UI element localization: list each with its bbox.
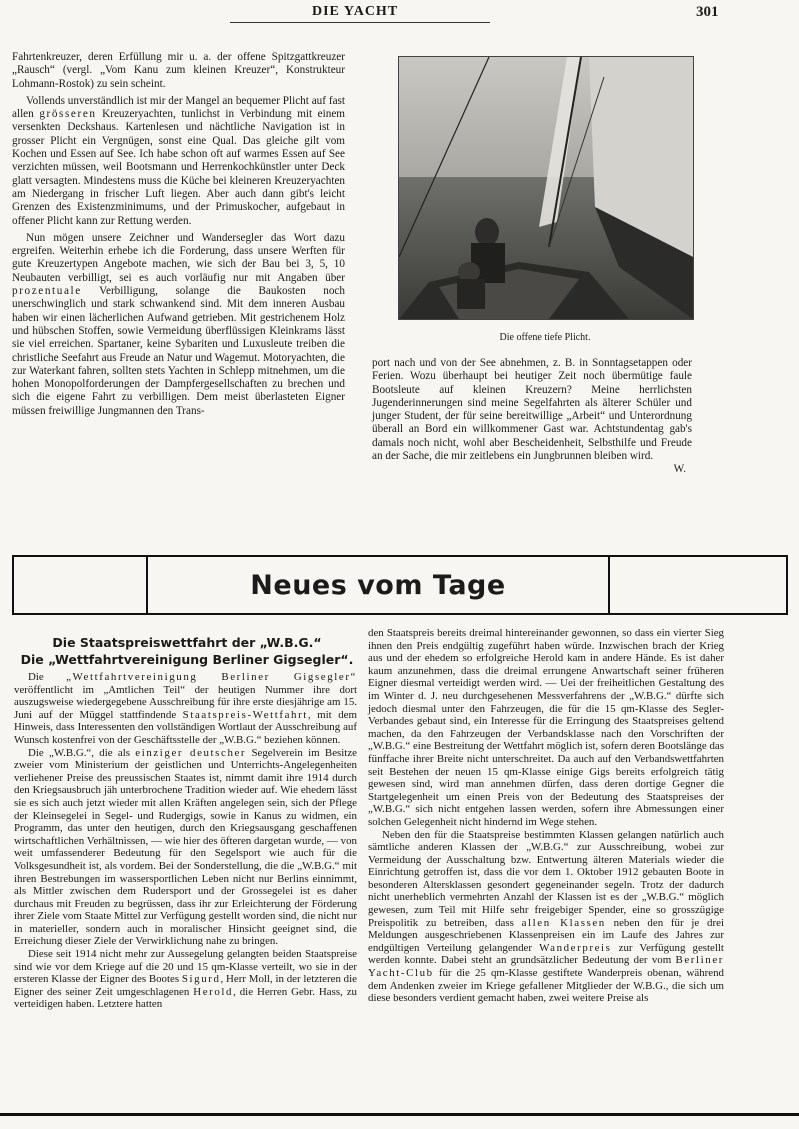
signature: W.: [673, 463, 686, 476]
sailboat-illustration: [399, 57, 693, 319]
page-edge: [0, 1113, 799, 1116]
banner-right-panel: [608, 557, 786, 613]
emphasis: Sigurd: [181, 973, 221, 986]
section-banner: [12, 555, 788, 615]
emphasis: Wanderpreis: [539, 941, 612, 954]
paragraph: Nun mögen unsere Zeichner und Wandersegler das Wort dazu ergreifen. Weiterhin erhebe ich die Forderung, dass unsere Werften für gute Kreuzertypen Angebote machen, wie sich der Bau bei 3, 5, 10 Neubauten verbilligt, sei es auch vorläufig nur mit Angaben über prozentuale Verbilligung, solange die Baukosten noch unerschwinglich und stark schwankend sind. Mit dem inneren Ausbau haben wir einen lächerlichen Aufwand getrieben. Mit gestrichenem Holz und hübschen Stoffen, sowie Vermeidung überflüssigen Kleinkrams lässt sie viel erreichen. Spartaner, keine Sybariten und Luxusleute treiben die christliche Seefahrt aus Freude an Natur und Wagemut. Motoryachten, die zur Waterkant fahren, sollten stets Yachten in Schlepp mitnehmen, um die hohen Monopolforderungen der Dampfergesellschaften zu brechen und sich die eigene Fahrt zu verbilligen. Dem meist überlasteten Eigner müssen freiwillige Jungmannen den Trans-: [12, 231, 345, 417]
sailboat-photo: [398, 56, 694, 320]
emphasis: „Wettfahrtvereinigung Berliner Gigsegler“: [66, 671, 357, 683]
page-number: 301: [696, 4, 719, 20]
banner-left-panel: [14, 557, 148, 613]
paragraph: den Staatspreis bereits dreimal hintereinander gewonnen, so dass ein vierter Sieg ihnen den Preis endgültig zugeführt haben würde. Inzwischen brach der Krieg aus und der ehedem so erfolgreiche Herold kam in andere Hände. Es ist daher kaum anzunehmen, dass die dreimal errungene Anwartschaft seiner früheren Eigner diesmal verteidigt werden wird. — Uei der freiheitlichen Gestaltung des im Winter d. J. neu durchgesehenen Messverfahrens der „W.B.G.“ dürfte sich jedoch diesmal unter den Fahrzeugen, die für die 15 qm-Klasse des Segler-Verbandes gebaut sind, ein Interesse für die Erringung des Staatspreises geltend machen, da den Fahrzeugen der Verbandsklasse nach den Vorschriften der „W.B.G.“ eine Bestreitung der Wettfahrt möglich ist, sofern deren Bootslänge das fünffache ihrer Breite nicht unterschreitet. Da auch auf den Verbandswettfahrten seit Bestehen der neuen 15 qm-Klasse einige Gigs bereits erfolgreich tätig gewesen sind, wird man annehmen dürfen, dass deren dortige Gegner die Startgelegenheit um einen Preis von der Bedeutung des Staatspreises der „W.B.G.“ sich nicht entgehen lassen werden, sofern ihre Abmessungen einer solchen Gelegenheit nicht hindernd im Wege stehen.: [368, 627, 725, 828]
section-title: Neues vom Tage: [250, 569, 506, 601]
emphasis: Staatspreis-Wettfahrt: [182, 708, 308, 721]
article-heading: [16, 634, 358, 668]
emphasis: einziger deutscher: [135, 746, 247, 759]
emphasis: grösseren: [39, 108, 97, 121]
top-right-column: [372, 357, 692, 477]
emphasis: Berliner Yacht-Club: [368, 954, 724, 980]
top-left-column: [12, 51, 345, 418]
header-rule: [230, 22, 490, 23]
paragraph: Neben den für die Staatspreise bestimmten Klassen gelangen natürlich auch sämtliche anderen Klassen der „W.B.G.“ zur Ausschreibung, wobei zur Vermeidung der Ausschaltung bzw. Entwertung älteren Materials wieder die Einrichtung getroffen ist, dass die vor dem 1. Oktober 1912 gebauten Boote in besonderen Altersklassen gesondert gegeneinander segeln. Trotz der dadurch nicht unerheblich vermehrten Anzahl der Klassen ist es der „W.B.G.“ möglich gewesen, zum Teil mit Hilfe sehr freigebiger Spender, eine so grosszügige Preispolitik zu betreiben, dass allen Klassen neben den für je drei Meldungen ausgeschriebenen Klassenpreisen ein im Laufe des Jahres zur endgültigen Verteilung gelangender Wanderpreis zur Verfügung gestellt werden konnte. Dabei steht an grundsätzlicher Bedeutung der vom Berliner Yacht-Club für die 25 qm-Klasse gestiftete Wanderpreis obenan, während dem Andenken zweier im Kriege gefallener Mitglieder der W.B.G., die sich um diese besonders verdient gemacht haben, zwei weitere Preise als: [368, 828, 724, 1005]
paragraph: Vollends unverständlich ist mir der Mangel an bequemer Plicht auf fast allen grösseren Kreuzeryachten, tunlichst in Verbindung mit einem versenkten Deckshaus. Kartenlesen und nächtliche Navigation ist in grosser Plicht ein Vergnügen, sonst eine Qual. Das gleiche gilt vom Kochen und Essen auf See. Ich habe schon oft auf warmes Essen auf See verzichten müssen, weil Bootsmann und Herrenkochkünstler unter Deck glatt versagten. Mindestens muss die Küche bei kleineren Kreuzeryachten am Niedergang in frischer Luft liegen. Aber auch dann gibt's leicht Grenzen des Existenzminimums, und der Primuskocher, aufgebaut in offener Plicht kann zur Rettung werden.: [12, 94, 346, 227]
paragraph: Die „Wettfahrtvereinigung Berliner Gigsegler“ veröffentlicht im „Amtlichen Teil“ der heutigen Nummer ihre dort auszugsweise wiedergegebene Ausschreibung für ihre erste diesjährige am 15. Juni auf der Müggel stattfindende Staatspreis-Wettfahrt, mit dem Hinweis, dass Interessenten den vollständigen Wortlaut der Ausschreibung auf Wunsch kostenfrei von der Geschäftsstelle der „W.B.G.“ beziehen können.: [14, 671, 357, 746]
photo-caption: Die offene tiefe Plicht.: [499, 332, 591, 343]
emphasis: prozentuale: [12, 285, 82, 298]
paragraph: Diese seit 1914 nicht mehr zur Aussegelung gelangten beiden Staatspreise sind wie vor dem Kriege auf die 20 und 15 qm-Klasse verteilt, wo sie in der ersteren Klasse der Eigner des Bootes Sigurd, Herr Moll, in der letzteren die Eigner des seiner Zeit umgeschlagenen Herold, die Herren Gebr. Hass, zu verteidigen haben. Letztere hatten: [14, 948, 357, 1011]
paragraph: Die „W.B.G.“, die als einziger deutscher Segelverein im Besitze zweier vom Ministerium der geistlichen und Unterrichts-Angelegenheiten verliehener Preise des preussischen Staates ist, nimmt damit ihre 1914 durch den Kriegsausbruch jäh unterbrochene Tradition wieder auf. Wie ehedem lässt sie es sich auch jetzt wieder mit allen Kräften angelegen sein, sich der Pflege der Kleinsegelei in Segel- und Rudergigs, sowie in Kanus zu widmen, ein Programm, das unter den heutigen, durch den Kriegsausgang geschaffenen wirtschaftlichen Verhältnissen, — wie hier des öfteren dargetan wurde, — von weit umfassenderer Bedeutung für den Segelsport wie auch für die Volksgesundheit ist, als vordem. Bei der Sonderstellung, die die „W.B.G.“ mit ihren Bestrebungen im wassersportlichen Leben nicht nur Berlins einnimmt, als Mittler zwischen dem Rudersport und der Grossegelei ist es daher durchaus mit Freuden zu begrüssen, dass ihr zur Erleichterung der Förderung ihrer Ziele vom Staate Mittel zur Verfügung gestellt worden sind, die nicht nur in materieller, sondern auch in moralischer Hinsicht geeignet sind, die Erreichung dieser Ziele der Verwirklichung nahe zu bringen.: [14, 746, 357, 948]
emphasis: allen Klassen: [521, 916, 606, 929]
paragraph: port nach und von der See abnehmen, z. B. in Sonntagsetappen oder Ferien. Wozu überhaupt bei heutiger Zeit noch übermütige faule Bootsleute auf kleinen Kreuzern? Meine herrlichsten Jugenderinnerungen sind meine Segelfahrten als älterer Schüler und junger Student, der für seine bereitwillige „Arbeit“ und Unterordnung überall an Bord ein willkommener Gast war. Achtstundentag gab's damals noch nicht, wohl aber Bescheidenheit, Selbsthilfe und Freude an der Sache, die mir zeitlebens ein Jungbrunnen bleiben wird.: [372, 357, 692, 463]
article-subtitle: Die „Wettfahrtvereinigung Berliner Gigsegler“.: [20, 652, 354, 667]
running-header: DIE YACHT: [312, 4, 399, 19]
article-title: Die Staatspreiswettfahrt der „W.B.G.“: [52, 635, 322, 650]
bottom-right-column: [368, 627, 724, 1005]
paragraph: Fahrtenkreuzer, deren Erfüllung mir u. a. der offene Spitzgattkreuzer „Rausch“ (vergl. „Vom Kanu zum kleinen Kreuzer“, Konstrukteur Lohmann-Rostok) zu sein scheint.: [12, 51, 345, 90]
emphasis: Herold: [193, 985, 234, 998]
bottom-left-column: [14, 671, 357, 1011]
